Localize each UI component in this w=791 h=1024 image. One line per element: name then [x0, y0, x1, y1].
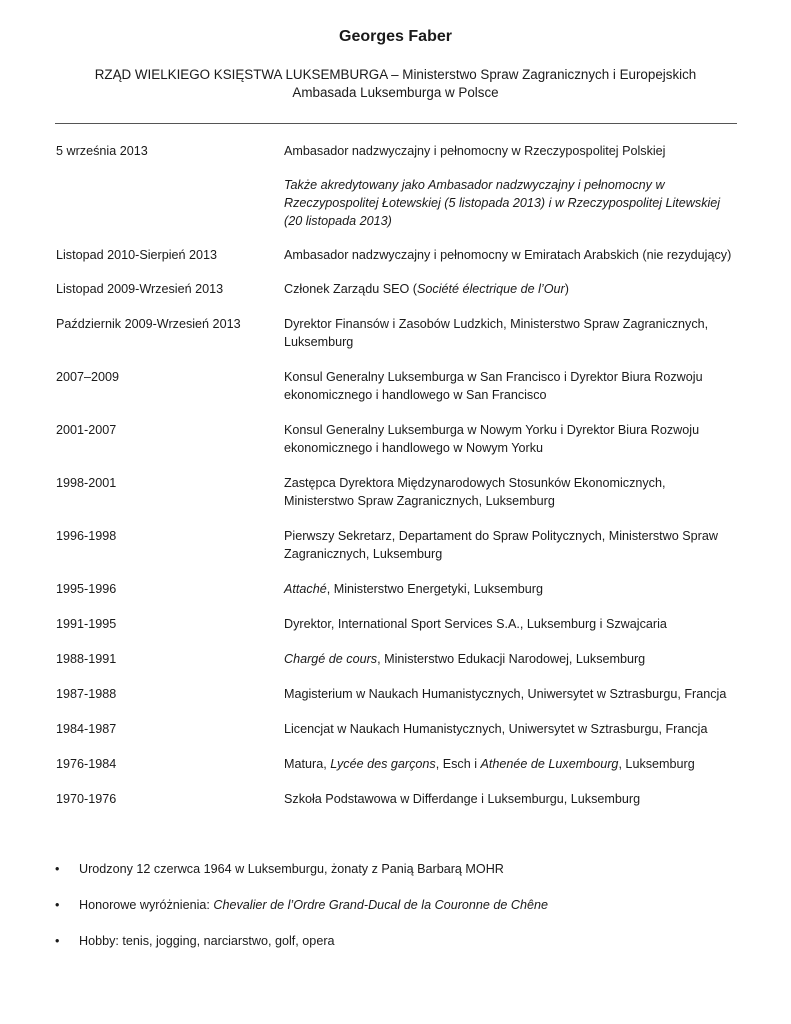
entry-date: Listopad 2010-Sierpień 2013: [56, 248, 218, 262]
entry-date: Listopad 2009-Wrzesień 2013: [56, 282, 224, 296]
entry-description: [284, 685, 736, 703]
entry-description: [284, 246, 736, 264]
bullet-text: [79, 932, 791, 950]
description-text: Matura,: [284, 757, 331, 771]
entry-description: [284, 474, 736, 510]
entry-description: [284, 368, 736, 404]
career-entry: [0, 368, 791, 404]
bullet-icon: •: [55, 898, 60, 912]
description-text: Licencjat w Naukach Humanistycznych, Uniwersytet w Sztrasburgu, Francja: [284, 722, 708, 736]
italic-term: Société électrique de l’Our: [417, 282, 565, 296]
description-text: Pierwszy Sekretarz, Departament do Spraw Politycznych, Ministerstwo Spraw Zagranicznych, Luksemburg: [284, 529, 718, 561]
entry-description: [284, 315, 736, 351]
description-text: Zastępca Dyrektora Międzynarodowych Stosunków Ekonomicznych, Ministerstwo Spraw Zagranicznych, Luksemburg: [284, 476, 666, 508]
career-entry: [0, 142, 791, 230]
bullet-plain-text: Urodzony 12 czerwca 1964 w Luksemburgu, żonaty z Panią Barbarą MOHR: [79, 862, 504, 876]
career-entry: [0, 685, 791, 703]
entry-date: 1987-1988: [56, 687, 117, 701]
bullet-item: [0, 860, 791, 878]
career-entry: [0, 246, 791, 264]
entry-description: [284, 580, 736, 598]
description-text: , Luksemburg: [618, 757, 695, 771]
career-entry: [0, 720, 791, 738]
accreditation-note: Także akredytowany jako Ambasador nadzwyczajny i pełnomocny w Rzeczypospolitej Łotewskiej (5 listopada 2013) i w Rzeczypospolitej Litewskiej (20 listopada 2013): [284, 178, 721, 228]
bullet-text: [79, 896, 791, 914]
career-entry: [0, 421, 791, 457]
career-entry: [0, 790, 791, 808]
career-entry: [0, 527, 791, 563]
italic-term: Chevalier de l’Ordre Grand-Ducal de la Couronne de Chêne: [213, 898, 549, 912]
bullet-item: [0, 932, 791, 950]
entry-date: Październik 2009-Wrzesień 2013: [56, 317, 241, 331]
bullet-item: [0, 896, 791, 914]
description-text: ): [564, 282, 569, 296]
description-text: Dyrektor, International Sport Services S.A., Luksemburg i Szwajcaria: [284, 617, 667, 631]
italic-term: Attaché: [284, 582, 327, 596]
bullet-text: [79, 860, 791, 878]
entry-description: [284, 755, 736, 773]
entry-date: 1991-1995: [56, 617, 117, 631]
career-entry: [0, 650, 791, 668]
entry-date: 5 września 2013: [56, 144, 148, 158]
career-entry: [0, 474, 791, 510]
entry-date: 2007–2009: [56, 370, 120, 384]
entry-date: 1970-1976: [56, 792, 117, 806]
personal-info-list: [0, 860, 791, 968]
bullet-icon: •: [55, 862, 60, 876]
entry-description: [284, 527, 736, 563]
description-text: Ambasador nadzwyczajny i pełnomocny w Emiratach Arabskich (nie rezydujący): [284, 248, 732, 262]
description-text: Konsul Generalny Luksemburga w Nowym Yorku i Dyrektor Biura Rozwoju ekonomicznego i handlowego w Nowym Yorku: [284, 423, 700, 455]
career-entry: [0, 580, 791, 598]
header-divider: [55, 123, 737, 124]
description-text: Magisterium w Naukach Humanistycznych, Uniwersytet w Sztrasburgu, Francja: [284, 687, 727, 701]
description-text: Członek Zarządu SEO (: [284, 282, 417, 296]
page-title: Georges Faber: [339, 28, 452, 45]
description-text: Konsul Generalny Luksemburga w San Francisco i Dyrektor Biura Rozwoju ekonomicznego i handlowego w San Francisco: [284, 370, 703, 402]
italic-term: Athenée de Luxembourg: [480, 757, 619, 771]
bullet-plain-text: Honorowe wyróżnienia:: [79, 898, 214, 912]
entry-description: [284, 421, 736, 457]
career-entry: [0, 615, 791, 633]
career-entry: [0, 755, 791, 773]
entry-date: 1976-1984: [56, 757, 117, 771]
entry-description: [284, 790, 736, 808]
italic-term: Lycée des garçons: [330, 757, 436, 771]
career-entry: [0, 315, 791, 351]
entry-date: 1995-1996: [56, 582, 117, 596]
entry-description: [284, 720, 736, 738]
description-text: Dyrektor Finansów i Zasobów Ludzkich, Ministerstwo Spraw Zagranicznych, Luksemburg: [284, 317, 709, 349]
description-text: , Esch i: [435, 757, 481, 771]
entry-description: [284, 650, 736, 668]
bullet-plain-text: Hobby: tenis, jogging, narciarstwo, golf, opera: [79, 934, 335, 948]
entry-date: 1996-1998: [56, 529, 117, 543]
career-entry: [0, 280, 791, 298]
description-text: Szkoła Podstawowa w Differdange i Luksemburgu, Luksemburg: [284, 792, 641, 806]
page-subtitle: [0, 66, 791, 102]
description-text: , Ministerstwo Energetyki, Luksemburg: [326, 582, 543, 596]
entry-description: [284, 280, 736, 298]
entry-date: 1984-1987: [56, 722, 117, 736]
entry-date: 1988-1991: [56, 652, 117, 666]
italic-term: Chargé de cours: [284, 652, 378, 666]
entry-date: 1998-2001: [56, 476, 117, 490]
description-text: Ambasador nadzwyczajny i pełnomocny w Rzeczypospolitej Polskiej: [284, 144, 666, 158]
subtitle-line-1: RZĄD WIELKIEGO KSIĘSTWA LUKSEMBURGA – Ministerstwo Spraw Zagranicznych i Europejskich: [94, 67, 697, 82]
entry-description: [284, 142, 736, 230]
subtitle-line-2: Ambasada Luksemburga w Polsce: [292, 85, 499, 100]
entry-description: [284, 615, 736, 633]
entry-date: 2001-2007: [56, 423, 117, 437]
bullet-icon: •: [55, 934, 60, 948]
description-text: , Ministerstwo Edukacji Narodowej, Luksemburg: [377, 652, 646, 666]
career-list: [0, 142, 791, 825]
